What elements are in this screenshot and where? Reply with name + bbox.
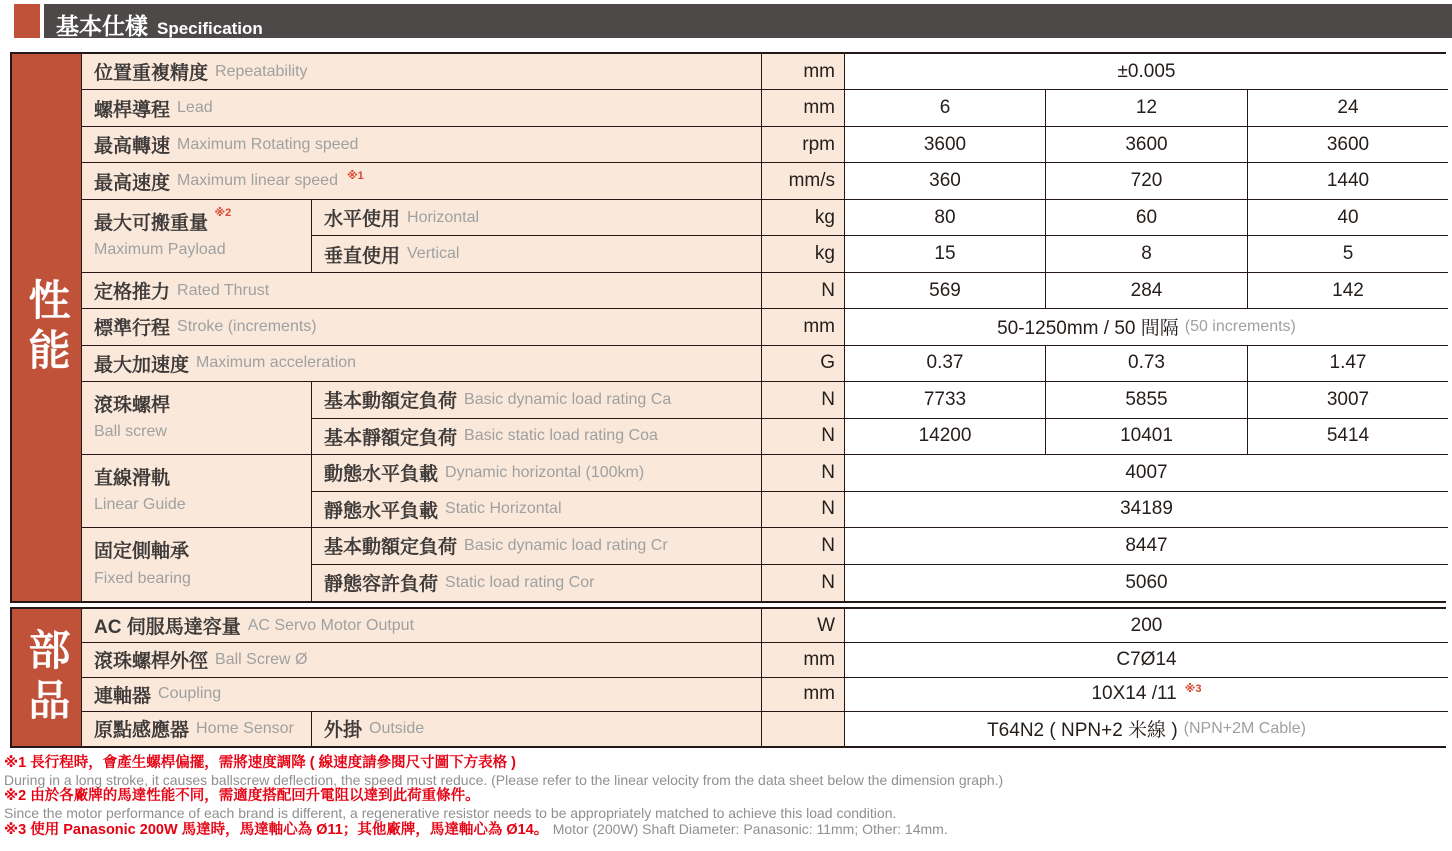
value-cell: 12 bbox=[1046, 90, 1248, 126]
side-label-parts: 部品 bbox=[12, 609, 82, 746]
value-cell: 60 bbox=[1046, 200, 1248, 236]
value-cell: 5060 bbox=[845, 565, 1448, 601]
row-max-rotating-label: 最高轉速 Maximum Rotating speed bbox=[82, 127, 762, 163]
value-cell: 0.37 bbox=[845, 346, 1046, 382]
value-cell: 4007 bbox=[845, 455, 1448, 491]
footnote-3-zh: ※3 使用 Panasonic 200W 馬達時，馬達軸心為 Ø11；其他廠牌，馬達軸心為 Ø14。 bbox=[4, 822, 549, 838]
unit-cell: mm bbox=[762, 54, 845, 90]
group-fixed-bearing: 固定側軸承 Fixed bearing bbox=[82, 528, 312, 601]
spec-tables bbox=[10, 52, 1446, 748]
row-lead-label: 螺桿導程 Lead bbox=[82, 90, 762, 126]
footnote-1-zh: ※1 長行程時，會產生螺桿偏擺，需將速度調降 ( 線速度請參閱尺寸圖下方表格 ) bbox=[4, 755, 516, 771]
page-title-en: Specification bbox=[157, 19, 263, 38]
unit-cell: mm bbox=[762, 309, 845, 345]
value-cell: 3600 bbox=[845, 127, 1046, 163]
unit-cell: N bbox=[762, 492, 845, 528]
performance-section bbox=[10, 52, 1446, 603]
row-servo-label: AC 伺服馬達容量 AC Servo Motor Output bbox=[82, 609, 762, 643]
row-coupling-label: 連軸器 Coupling bbox=[82, 678, 762, 712]
footnote-3-en: Motor (200W) Shaft Diameter: Panasonic: 11mm; Other: 14mm. bbox=[552, 821, 948, 837]
row-bearing-dynamic-label: 基本動額定負荷 Basic dynamic load rating Cr bbox=[312, 528, 762, 564]
row-payload-vertical-label: 垂直使用 Vertical bbox=[312, 236, 762, 272]
row-screw-od-label: 滾珠螺桿外徑 Ball Screw Ø bbox=[82, 643, 762, 677]
unit-cell: mm bbox=[762, 643, 845, 677]
value-cell: 7733 bbox=[845, 382, 1046, 418]
unit-cell: mm/s bbox=[762, 163, 845, 199]
value-cell: 40 bbox=[1248, 200, 1448, 236]
row-max-accel-label: 最大加速度 Maximum acceleration bbox=[82, 346, 762, 382]
value-cell: C7Ø14 bbox=[845, 643, 1448, 677]
footnote-marker-2: ※2 bbox=[214, 207, 232, 220]
row-max-linear-label: 最高速度 Maximum linear speed ※1 bbox=[82, 163, 762, 199]
value-cell: 360 bbox=[845, 163, 1046, 199]
value-cell: 569 bbox=[845, 273, 1046, 309]
row-stroke-label: 標準行程 Stroke (increments) bbox=[82, 309, 762, 345]
value-cell: 10401 bbox=[1046, 419, 1248, 455]
footnote-1-en: During in a long stroke, it causes ballscrew deflection, the speed must reduce. (Please refer to the linear velocity from the data sheet below the dimension graph.) bbox=[4, 771, 1004, 788]
value-cell: 34189 bbox=[845, 492, 1448, 528]
group-ball-screw: 滾珠螺桿 Ball screw bbox=[82, 382, 312, 455]
unit-cell: G bbox=[762, 346, 845, 382]
unit-cell: rpm bbox=[762, 127, 845, 163]
value-cell: 284 bbox=[1046, 273, 1248, 309]
value-cell: 0.73 bbox=[1046, 346, 1248, 382]
unit-cell: mm bbox=[762, 90, 845, 126]
parts-section bbox=[10, 607, 1446, 748]
unit-cell: N bbox=[762, 382, 845, 418]
unit-cell: N bbox=[762, 419, 845, 455]
unit-cell: kg bbox=[762, 200, 845, 236]
value-cell: 3600 bbox=[1248, 127, 1448, 163]
footnotes bbox=[4, 755, 1452, 839]
unit-cell: kg bbox=[762, 236, 845, 272]
title-accent-square bbox=[14, 4, 40, 38]
row-payload-horizontal-label: 水平使用 Horizontal bbox=[312, 200, 762, 236]
value-cell: ±0.005 bbox=[845, 54, 1448, 90]
value-cell: 24 bbox=[1248, 90, 1448, 126]
row-repeatability-label: 位置重複精度 Repeatability bbox=[82, 54, 762, 90]
row-home-sensor-sublabel: 外掛 Outside bbox=[312, 712, 762, 746]
unit-cell: N bbox=[762, 273, 845, 309]
section-title-bar bbox=[14, 4, 1452, 38]
value-cell: 5414 bbox=[1248, 419, 1448, 455]
value-cell: 10X14 /11 ※3 bbox=[845, 678, 1448, 712]
value-cell: T64N2 ( NPN+2 米線 ) (NPN+2M Cable) bbox=[845, 712, 1448, 746]
value-cell: 8 bbox=[1046, 236, 1248, 272]
unit-cell: N bbox=[762, 528, 845, 564]
row-home-sensor-label: 原點感應器 Home Sensor bbox=[82, 712, 312, 746]
row-guide-static-label: 靜態水平負載 Static Horizontal bbox=[312, 492, 762, 528]
unit-cell: mm bbox=[762, 678, 845, 712]
side-label-performance: 性能 bbox=[12, 54, 82, 601]
title-bar bbox=[44, 4, 1452, 38]
unit-cell: W bbox=[762, 609, 845, 643]
page-title-zh: 基本仕樣 bbox=[56, 13, 148, 39]
footnote-2-zh: ※2 由於各廠牌的馬達性能不同，需適度搭配回升電阻以達到此荷重條件。 bbox=[4, 788, 480, 804]
value-cell: 142 bbox=[1248, 273, 1448, 309]
value-cell: 8447 bbox=[845, 528, 1448, 564]
unit-cell: N bbox=[762, 565, 845, 601]
row-ballscrew-dynamic-label: 基本動額定負荷 Basic dynamic load rating Ca bbox=[312, 382, 762, 418]
value-cell: 80 bbox=[845, 200, 1046, 236]
value-cell: 15 bbox=[845, 236, 1046, 272]
row-bearing-static-label: 靜態容許負荷 Static load rating Cor bbox=[312, 565, 762, 601]
value-cell: 3600 bbox=[1046, 127, 1248, 163]
value-cell: 200 bbox=[845, 609, 1448, 643]
group-linear-guide: 直線滑軌 Linear Guide bbox=[82, 455, 312, 528]
value-cell: 5 bbox=[1248, 236, 1448, 272]
footnote-marker-3: ※3 bbox=[1184, 682, 1202, 695]
footnote-3 bbox=[4, 821, 1452, 839]
value-cell: 14200 bbox=[845, 419, 1046, 455]
row-rated-thrust-label: 定格推力 Rated Thrust bbox=[82, 273, 762, 309]
value-cell: 5855 bbox=[1046, 382, 1248, 418]
row-ballscrew-static-label: 基本靜額定負荷 Basic static load rating Coa bbox=[312, 419, 762, 455]
value-cell: 1.47 bbox=[1248, 346, 1448, 382]
footnote-2-en: Since the motor performance of each brand is different, a regenerative resistor needs to be appropriately matched to achieve this load condition. bbox=[4, 804, 897, 821]
value-cell: 50-1250mm / 50 間隔 (50 increments) bbox=[845, 309, 1448, 345]
unit-cell bbox=[762, 712, 845, 746]
value-cell: 6 bbox=[845, 90, 1046, 126]
group-max-payload: 最大可搬重量 $^{※2}$ Maximum Payload bbox=[82, 200, 312, 273]
value-cell: 3007 bbox=[1248, 382, 1448, 418]
footnote-marker-1: ※1 bbox=[346, 169, 364, 182]
row-guide-dynamic-label: 動態水平負載 Dynamic horizontal (100km) bbox=[312, 455, 762, 491]
value-cell: 1440 bbox=[1248, 163, 1448, 199]
value-cell: 720 bbox=[1046, 163, 1248, 199]
unit-cell: N bbox=[762, 455, 845, 491]
